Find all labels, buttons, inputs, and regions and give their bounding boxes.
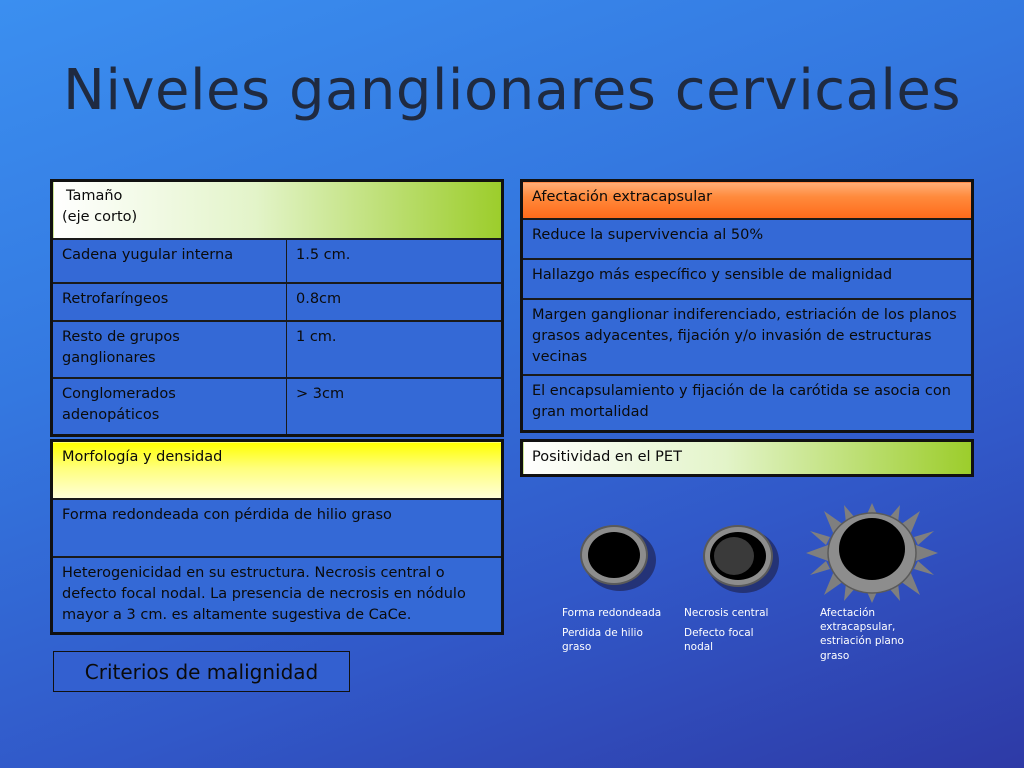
necrosis-node-caption (684, 606, 784, 661)
table-row (522, 219, 973, 259)
size-row-value: 0.8cm (287, 283, 503, 321)
size-row-label: Retrofaríngeos (52, 283, 287, 321)
slide-title: Niveles ganglionares cervicales (62, 58, 962, 123)
size-header-line2: (eje corto) (62, 209, 138, 226)
necrosis-center (714, 537, 754, 575)
extracapsular-row: El encapsulamiento y fijación de la carótida se asocia con gran mortalidad (522, 375, 973, 432)
size-row-label: Resto de grupos ganglionares (52, 321, 287, 378)
size-row-value: > 3cm (287, 378, 503, 435)
criteria-label: Criterios de malignidad (53, 651, 350, 692)
size-row-label: Cadena yugular interna (52, 239, 287, 283)
morphology-table (50, 439, 504, 635)
round-node-core (588, 532, 640, 578)
extracapsular-table (520, 179, 974, 433)
round-caption-line1: Forma redondeada (562, 607, 662, 619)
pet-header: Positividad en el PET (522, 441, 973, 476)
table-row (52, 499, 503, 557)
extracapsular-header: Afectación extracapsular (522, 181, 973, 219)
size-table-header (52, 181, 503, 240)
table-row (52, 378, 503, 435)
table-row (522, 299, 973, 375)
extracapsular-row: Reduce la supervivencia al 50% (522, 219, 973, 259)
table-row (52, 283, 503, 321)
table-row (522, 259, 973, 299)
pet-header-row (522, 441, 973, 476)
table-row (522, 375, 973, 432)
pet-table (520, 439, 974, 477)
extracapsular-node-caption (820, 606, 920, 669)
size-table (50, 179, 504, 437)
extracapsular-row: Hallazgo más específico y sensible de malignidad (522, 259, 973, 299)
size-row-value: 1.5 cm. (287, 239, 503, 283)
round-node-caption (562, 606, 672, 661)
morphology-row: Forma redondeada con pérdida de hilio graso (52, 499, 503, 557)
morphology-row: Heterogenicidad en su estructura. Necrosis central o defecto focal nodal. La presencia de necrosis en nódulo mayor a 3 cm. es altamente sugestiva de CaCe. (52, 557, 503, 634)
size-row-label: Conglomerados adenopáticos (52, 378, 287, 435)
spiked-node-icon (806, 503, 938, 603)
extracapsular-caption-line1: Afectación extracapsular, estriación plano graso (820, 607, 904, 662)
necrosis-caption-line1: Necrosis central (684, 607, 769, 619)
necrosis-caption-line2: Defecto focal nodal (684, 627, 754, 654)
morphology-header: Morfología y densidad (52, 441, 503, 499)
size-table-header-row (52, 181, 503, 240)
extracapsular-row: Margen ganglionar indiferenciado, estriación de los planos grasos adyacentes, fijación y/o invasión de estructuras vecinas (522, 299, 973, 375)
table-row (52, 239, 503, 283)
table-row (52, 557, 503, 634)
morphology-header-row (52, 441, 503, 499)
table-row (52, 321, 503, 378)
round-caption-line2: Perdida de hilio graso (562, 627, 643, 654)
extracapsular-header-row (522, 181, 973, 219)
size-header-line1: Tamaño (66, 188, 123, 204)
size-row-value: 1 cm. (287, 321, 503, 378)
